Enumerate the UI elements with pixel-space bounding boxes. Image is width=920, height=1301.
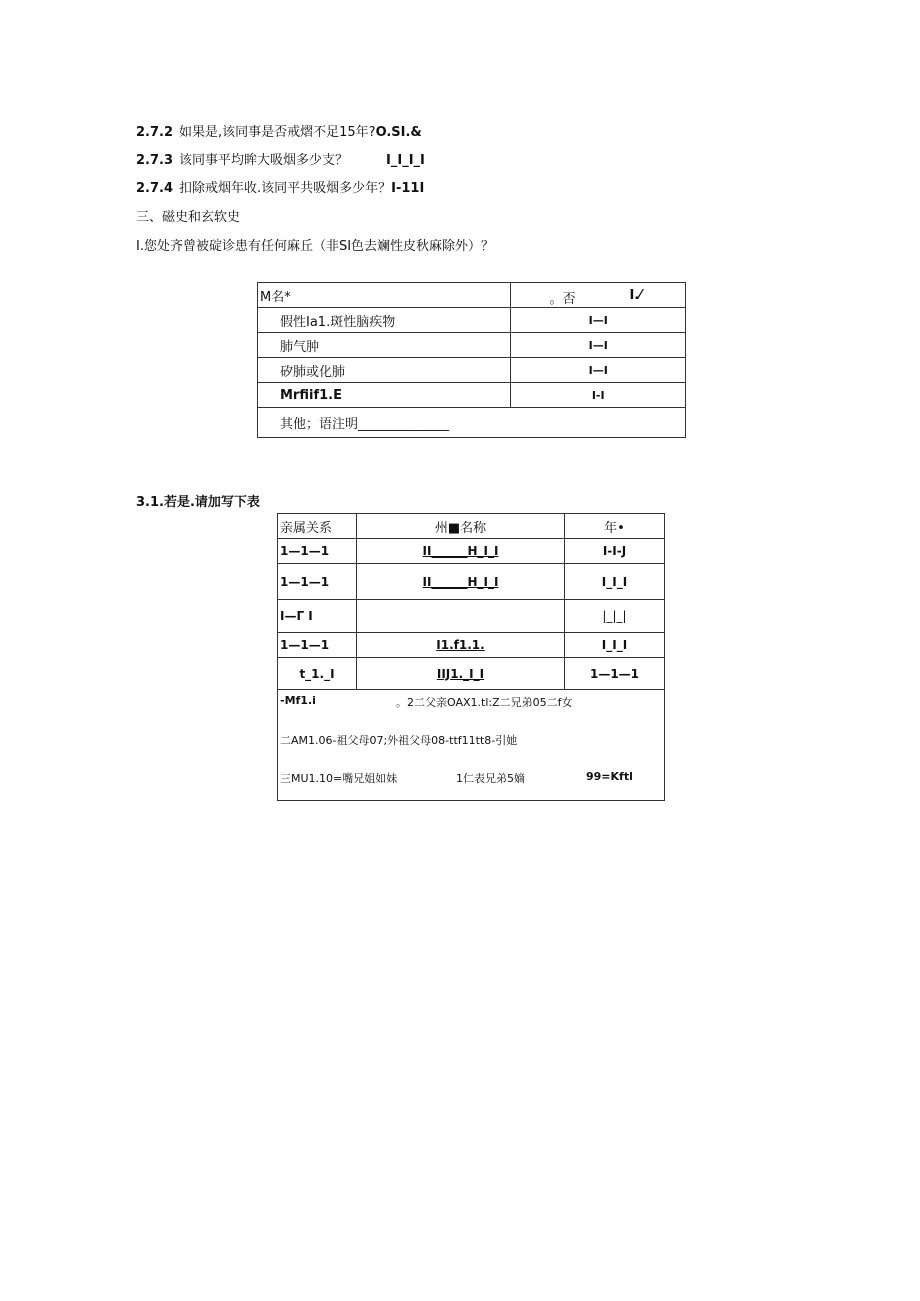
table-row xyxy=(278,539,665,564)
table-row xyxy=(258,308,686,333)
disease-name: 假性Ia1.斑性脑疾物 xyxy=(258,308,511,333)
disease-field[interactable]: II______H_I_I xyxy=(357,539,565,564)
legend-line-3: 三MU1.10=嘴兄姐如妹 xyxy=(280,772,398,785)
disease-name: 矽肺或化肺 xyxy=(258,358,511,383)
header-no: 。否 xyxy=(549,292,576,307)
year-field[interactable]: I_I_I xyxy=(565,633,665,658)
question-2-7-2 xyxy=(136,121,422,140)
question-2-7-3 xyxy=(136,149,425,168)
question-text: 如果是,该同事是否戒熠不足15年? xyxy=(179,125,376,140)
table-row xyxy=(278,633,665,658)
question-3-1: 3.1.若是.请加写下表 xyxy=(136,495,260,510)
year-field[interactable]: 1—1—1 xyxy=(565,658,665,690)
relation-field[interactable]: 1—1—1 xyxy=(278,539,357,564)
relation-field[interactable]: I—Γ I xyxy=(278,600,357,633)
disease-name: 肺气肿 xyxy=(258,333,511,358)
header-answer xyxy=(511,283,686,308)
checkbox[interactable]: I—I xyxy=(511,308,686,333)
other-specify-field[interactable]: 其他；语注明______________ xyxy=(258,408,686,438)
relation-field[interactable]: 1—1—1 xyxy=(278,633,357,658)
legend-line-3-right: 99=Kftl xyxy=(586,770,633,783)
disease-field[interactable] xyxy=(357,600,565,633)
relation-code-legend xyxy=(278,690,665,801)
table-row xyxy=(278,600,665,633)
question-number: 2.7.4 xyxy=(136,181,174,196)
header-disease-name: M名* xyxy=(258,283,511,308)
question-text: 扣除戒烟年收.该同平共吸烟多少年？ xyxy=(179,181,392,196)
legend-line-1: 。2二父亲OAX1.tl:Z二兄弟05二f女 xyxy=(396,696,573,709)
table-row xyxy=(258,383,686,408)
legend-line-2: 二AM1.06-祖父母07;外祖父母08-ttf11tt8-引她 xyxy=(280,734,518,747)
checkbox[interactable]: I-I xyxy=(511,383,686,408)
answer-field[interactable]: I_I_I_I xyxy=(386,153,425,168)
legend-title: -Mf1.i xyxy=(280,694,316,707)
section-question: I.您处齐曾被碇诊患有任何麻丘（非SI色去斓性皮秋麻除外）？ xyxy=(136,239,495,254)
table-row xyxy=(258,358,686,383)
table-row xyxy=(278,564,665,600)
answer-field[interactable]: O.SI.& xyxy=(375,125,422,140)
question-text: 该同事平均眸大吸烟多少支？ xyxy=(179,153,349,168)
relation-field[interactable]: t_1._I xyxy=(278,658,357,690)
disease-table xyxy=(257,282,686,438)
header-disease-name: 州■名称 xyxy=(357,514,565,539)
table-header-row xyxy=(258,283,686,308)
question-number: 2.7.2 xyxy=(136,125,174,140)
relatives-table xyxy=(277,513,665,801)
table-row xyxy=(258,333,686,358)
relation-field[interactable]: 1—1—1 xyxy=(278,564,357,600)
question-2-7-4 xyxy=(136,177,424,196)
disease-name: Mrfiif1.E xyxy=(258,383,511,408)
legend-line-3-mid: 1仁表兄弟5嫡 xyxy=(456,772,525,785)
disease-field[interactable]: I1.f1.1. xyxy=(357,633,565,658)
year-field[interactable]: |_|_| xyxy=(565,600,665,633)
table-row xyxy=(278,658,665,690)
header-yes: I.⁄ xyxy=(629,288,642,303)
section-heading: 三、磁史和玄软史 xyxy=(136,210,241,225)
year-field[interactable]: I_I_I xyxy=(565,564,665,600)
header-relation: 亲属关系 xyxy=(278,514,357,539)
checkbox[interactable]: I—I xyxy=(511,358,686,383)
table-row-other xyxy=(258,408,686,438)
question-number: 2.7.3 xyxy=(136,153,174,168)
answer-field[interactable]: I-11I xyxy=(391,181,425,196)
table-header-row xyxy=(278,514,665,539)
disease-field[interactable]: II______H_I_I xyxy=(357,564,565,600)
checkbox[interactable]: I—I xyxy=(511,333,686,358)
header-year: 年• xyxy=(565,514,665,539)
legend-row xyxy=(278,690,665,801)
disease-field[interactable]: IIJ1._I_I xyxy=(357,658,565,690)
year-field[interactable]: I-I-J xyxy=(565,539,665,564)
